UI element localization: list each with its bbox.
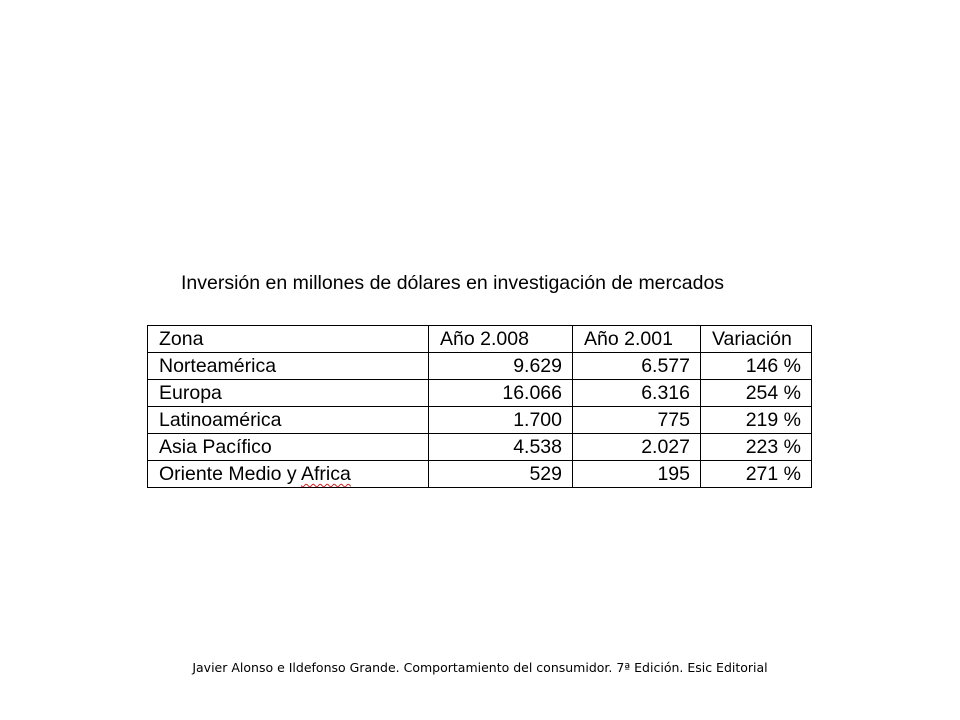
cell-year-2001: 195 xyxy=(573,461,701,488)
investment-table xyxy=(147,325,812,488)
cell-variacion: 254 % xyxy=(701,380,812,407)
cell-year-2008: 529 xyxy=(429,461,573,488)
header-year-2001: Año 2.001 xyxy=(573,326,701,353)
table-row xyxy=(148,434,812,461)
table-title: Inversión en millones de dólares en investigación de mercados xyxy=(181,272,725,294)
cell-zona: Norteamérica xyxy=(148,353,429,380)
cell-year-2001: 2.027 xyxy=(573,434,701,461)
spellcheck-flagged-word: Africa xyxy=(300,463,351,485)
table-row xyxy=(148,407,812,434)
cell-zona: Asia Pacífico xyxy=(148,434,429,461)
source-citation: Javier Alonso e Ildefonso Grande. Comportamiento del consumidor. 7ª Edición. Esic Editorial xyxy=(192,660,768,675)
cell-variacion: 146 % xyxy=(701,353,812,380)
cell-year-2001: 775 xyxy=(573,407,701,434)
header-variacion: Variación xyxy=(701,326,812,353)
table-row xyxy=(148,380,812,407)
table-header-row xyxy=(148,326,812,353)
table-row xyxy=(148,353,812,380)
cell-year-2008: 9.629 xyxy=(429,353,573,380)
cell-year-2001: 6.316 xyxy=(573,380,701,407)
cell-variacion: 223 % xyxy=(701,434,812,461)
cell-year-2008: 1.700 xyxy=(429,407,573,434)
cell-variacion: 219 % xyxy=(701,407,812,434)
cell-zona: Latinoamérica xyxy=(148,407,429,434)
header-year-2008: Año 2.008 xyxy=(429,326,573,353)
cell-variacion: 271 % xyxy=(701,461,812,488)
cell-year-2008: 16.066 xyxy=(429,380,573,407)
zona-text-prefix: Oriente Medio y xyxy=(159,463,301,485)
cell-zona: Europa xyxy=(148,380,429,407)
table-row xyxy=(148,461,812,488)
cell-year-2001: 6.577 xyxy=(573,353,701,380)
header-zona: Zona xyxy=(148,326,429,353)
cell-zona xyxy=(148,461,429,488)
cell-year-2008: 4.538 xyxy=(429,434,573,461)
